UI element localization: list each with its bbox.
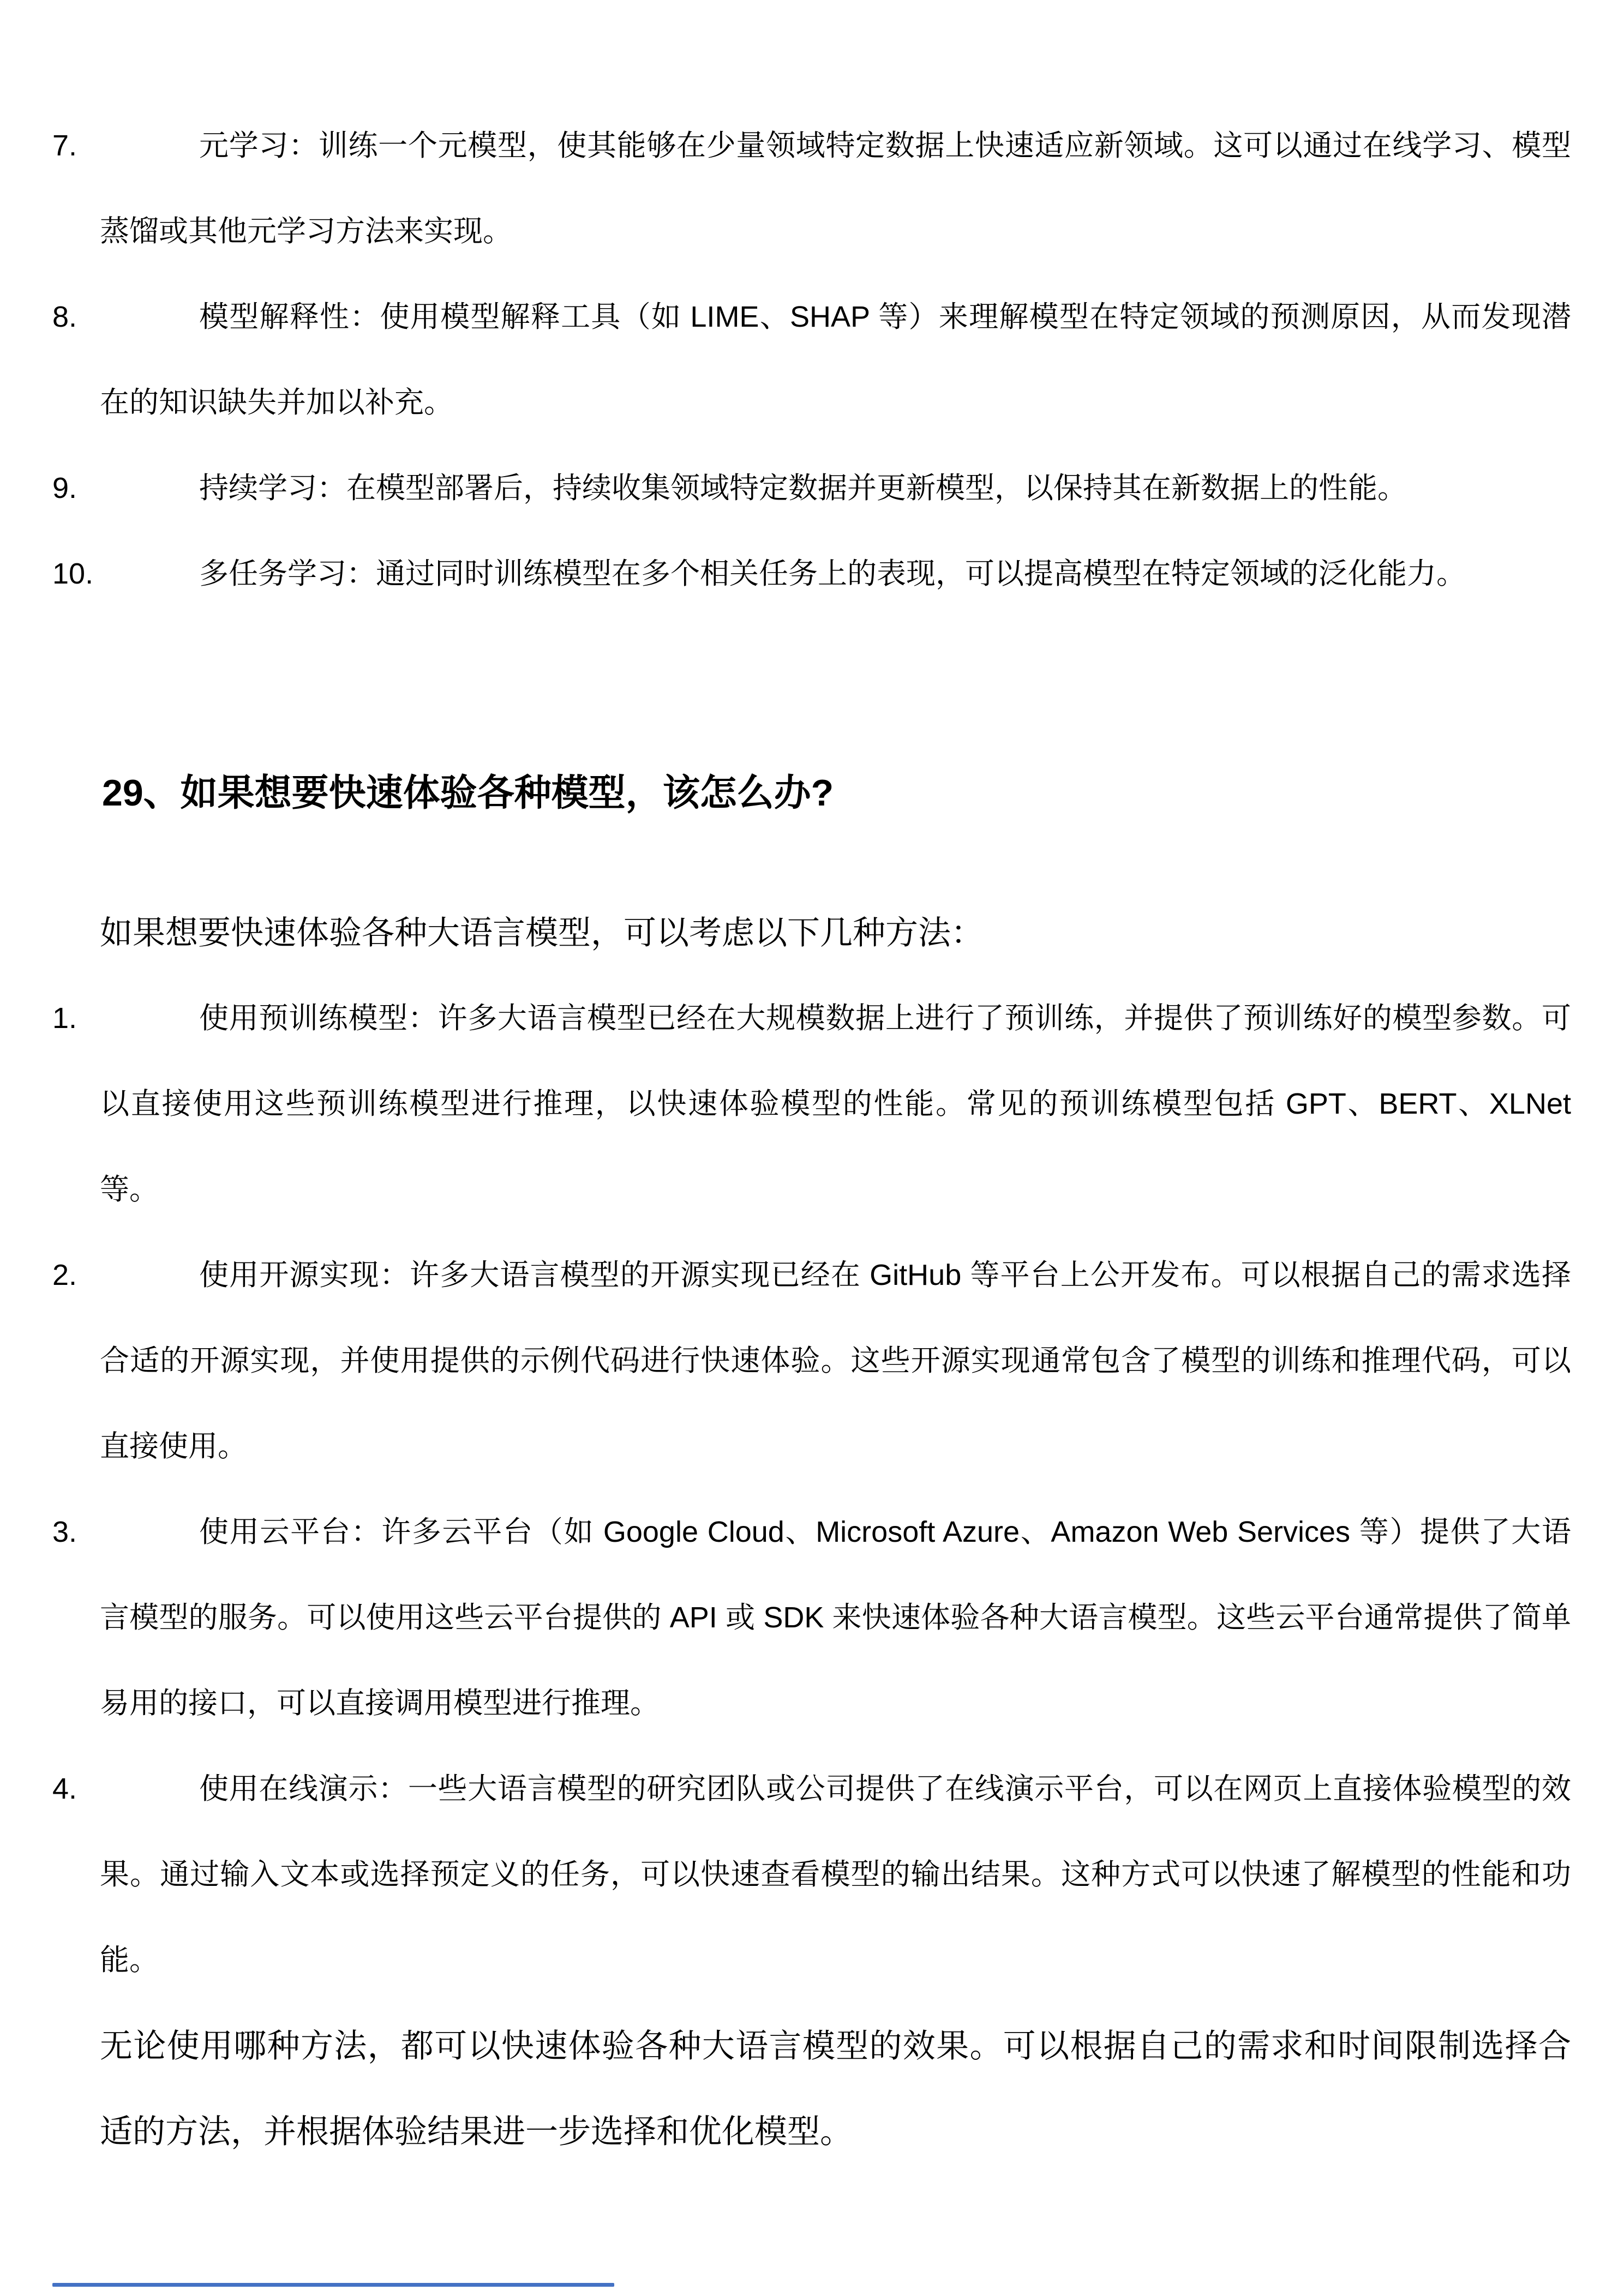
list-item-4 <box>52 1746 1571 2003</box>
item-number: 4. <box>52 1772 77 1805</box>
item-text: 元学习：训练一个元模型，使其能够在少量领域特定数据上快速适应新领域。这可以通过在线学习、模型蒸馏或其他元学习方法来实现。 <box>100 129 1571 248</box>
section-heading: 29、如果想要快速体验各种模型，该怎么办? <box>102 772 834 814</box>
accent-underline <box>52 2283 614 2287</box>
item-number: 10. <box>52 557 94 590</box>
item-number: 2. <box>52 1259 77 1291</box>
list-item-8 <box>52 274 1571 446</box>
list-item-3 <box>52 1489 1571 1746</box>
item-number: 1. <box>52 1002 77 1035</box>
list-item-1 <box>52 976 1571 1233</box>
list-item-7 <box>52 103 1571 274</box>
item-text: 模型解释性：使用模型解释工具（如 LIME、SHAP 等）来理解模型在特定领域的预测原因，从而发现潜在的知识缺失并加以补充。 <box>100 300 1571 419</box>
list-item-10 <box>52 531 1571 617</box>
item-number: 9. <box>52 472 77 504</box>
item-text: 持续学习：在模型部署后，持续收集领域特定数据并更新模型，以保持其在新数据上的性能。 <box>199 472 1407 504</box>
item-text: 使用云平台：许多云平台（如 Google Cloud、Microsoft Azure、Amazon Web Services 等）提供了大语言模型的服务。可以使用这些云平台提供的 API 或 SDK 来快速体验各种大语言模型。这些云平台通常提供了简单易用的接口，可以直接调用模型进行推理。 <box>100 1516 1571 1720</box>
intro-paragraph: 如果想要快速体验各种大语言模型，可以考虑以下几种方法： <box>100 915 984 951</box>
item-number: 8. <box>52 300 77 333</box>
item-text: 使用预训练模型：许多大语言模型已经在大规模数据上进行了预训练，并提供了预训练好的模型参数。可以直接使用这些预训练模型进行推理，以快速体验模型的性能。常见的预训练模型包括 GPT、BERT、XLNet 等。 <box>100 1002 1571 1206</box>
item-text: 使用在线演示：一些大语言模型的研究团队或公司提供了在线演示平台，可以在网页上直接体验模型的效果。通过输入文本或选择预定义的任务，可以快速查看模型的输出结果。这种方式可以快速了解模型的性能和功能。 <box>100 1772 1571 1976</box>
item-number: 3. <box>52 1516 77 1548</box>
item-number: 7. <box>52 129 77 162</box>
list-item-9 <box>52 446 1571 531</box>
list-item-2 <box>52 1233 1571 1489</box>
item-text: 使用开源实现：许多大语言模型的开源实现已经在 GitHub 等平台上公开发布。可以根据自己的需求选择合适的开源实现，并使用提供的示例代码进行快速体验。这些开源实现通常包含了模型的训练和推理代码，可以直接使用。 <box>100 1259 1571 1463</box>
closing-paragraph: 无论使用哪种方法，都可以快速体验各种大语言模型的效果。可以根据自己的需求和时间限制选择合适的方法，并根据体验结果进一步选择和优化模型。 <box>100 2028 1571 2150</box>
document-content <box>52 103 1571 2174</box>
item-text: 多任务学习：通过同时训练模型在多个相关任务上的表现，可以提高模型在特定领域的泛化能力。 <box>199 557 1466 590</box>
